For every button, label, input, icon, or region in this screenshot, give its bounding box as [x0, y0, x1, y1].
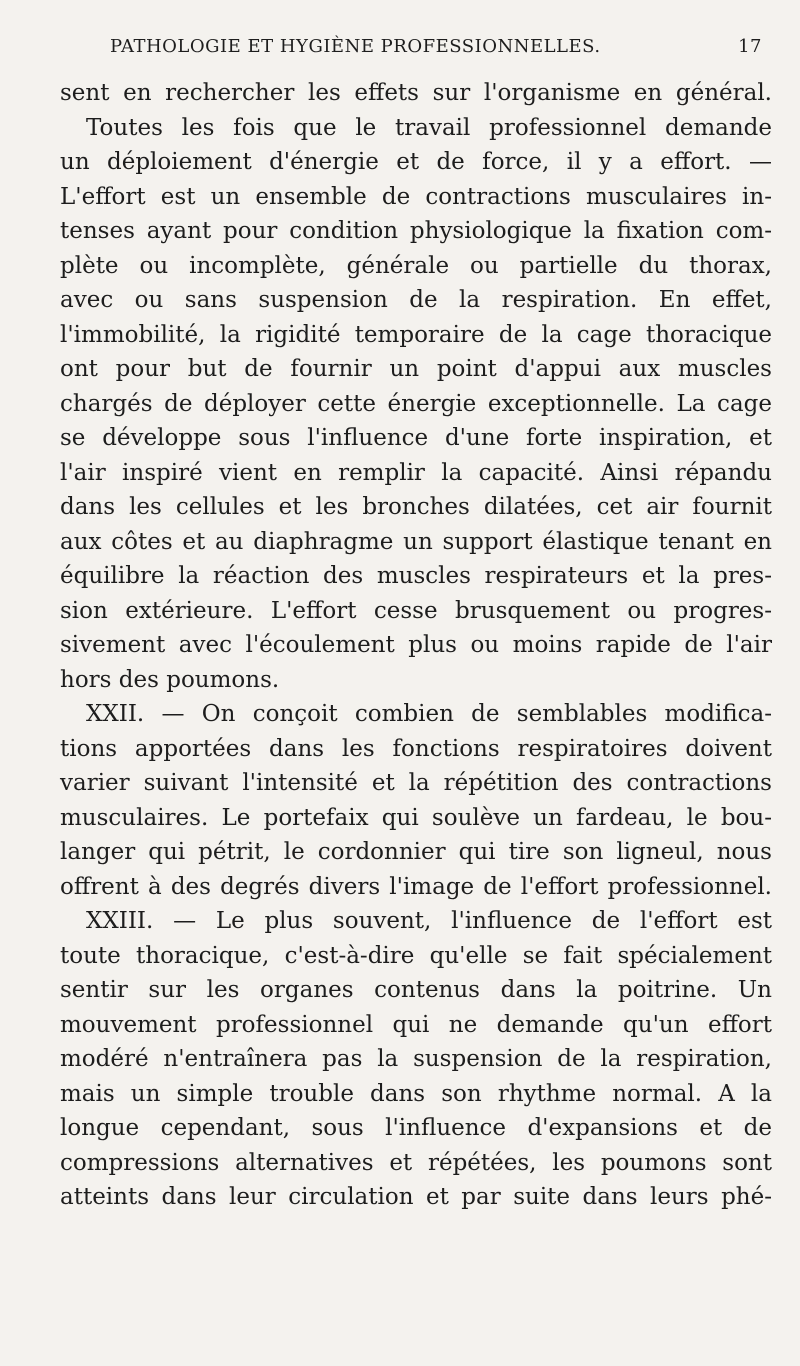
text-line: sent en rechercher les effets sur l'organisme en général. [60, 80, 772, 106]
text-line: XXII. — On conçoit combien de semblables modifica- [86, 701, 772, 727]
text-line: équilibre la réaction des muscles respirateurs et la pres- [60, 563, 772, 589]
text-line: mouvement professionnel qui ne demande qu'un effort [60, 1011, 772, 1038]
text-line: L'effort est un ensemble de contractions musculaires in- [60, 183, 772, 210]
text-line: compressions alternatives et répétées, les poumons sont [60, 1149, 772, 1176]
text-line: langer qui pétrit, le cordonnier qui tire son ligneul, nous [60, 839, 772, 865]
text-line: sentir sur les organes contenus dans la poitrine. Un [60, 977, 772, 1003]
text-line: chargés de déployer cette énergie exceptionnelle. La cage [60, 390, 772, 417]
text-line: se développe sous l'influence d'une forte inspiration, et [60, 425, 772, 451]
text-line: plète ou incomplète, générale ou partielle du thorax, [60, 252, 772, 279]
text-line: l'air inspiré vient en remplir la capacité. Ainsi répandu [60, 459, 772, 486]
text-line: Toutes les fois que le travail professionnel demande [86, 114, 772, 141]
text-line: longue cependant, sous l'influence d'expansions et de [60, 1115, 772, 1141]
text-line: avec ou sans suspension de la respiration. En effet, [60, 287, 772, 313]
text-line: modéré n'entraînera pas la suspension de la respiration, [60, 1046, 772, 1072]
text-line: musculaires. Le portefaix qui soulève un fardeau, le bou- [60, 804, 772, 831]
text-line: un déploiement d'énergie et de force, il y a effort. — [60, 149, 772, 175]
running-title: PATHOLOGIE ET HYGIÈNE PROFESSIONNELLES. [110, 36, 601, 57]
text-line: dans les cellules et les bronches dilatées, cet air fournit [60, 494, 772, 520]
text-line: l'immobilité, la rigidité temporaire de la cage thoracique [60, 321, 772, 348]
text-line: mais un simple trouble dans son rhythme normal. A la [60, 1080, 772, 1107]
text-line: atteints dans leur circulation et par suite dans leurs phé- [60, 1184, 772, 1210]
text-line: hors des poumons. [60, 666, 280, 693]
body-text [60, 76, 772, 1215]
running-head [96, 36, 776, 62]
text-line: varier suivant l'intensité et la répétition des contractions [60, 770, 772, 796]
text-line: aux côtes et au diaphragme un support élastique tenant en [60, 528, 772, 555]
page-number: 17 [738, 36, 762, 57]
text-line: sivement avec l'écoulement plus ou moins rapide de l'air [60, 632, 772, 658]
text-line: offrent à des degrés divers l'image de l'effort professionnel. [60, 873, 772, 900]
text-line: toute thoracique, c'est-à-dire qu'elle se fait spécialement [60, 942, 772, 969]
text-line: sion extérieure. L'effort cesse brusquement ou progres- [60, 597, 772, 624]
text-line: ont pour but de fournir un point d'appui aux muscles [60, 356, 772, 382]
text-line: tenses ayant pour condition physiologique la fixation com- [60, 218, 772, 244]
text-line: XXIII. — Le plus souvent, l'influence de l'effort est [86, 908, 772, 934]
text-line: tions apportées dans les fonctions respiratoires doivent [60, 735, 772, 762]
